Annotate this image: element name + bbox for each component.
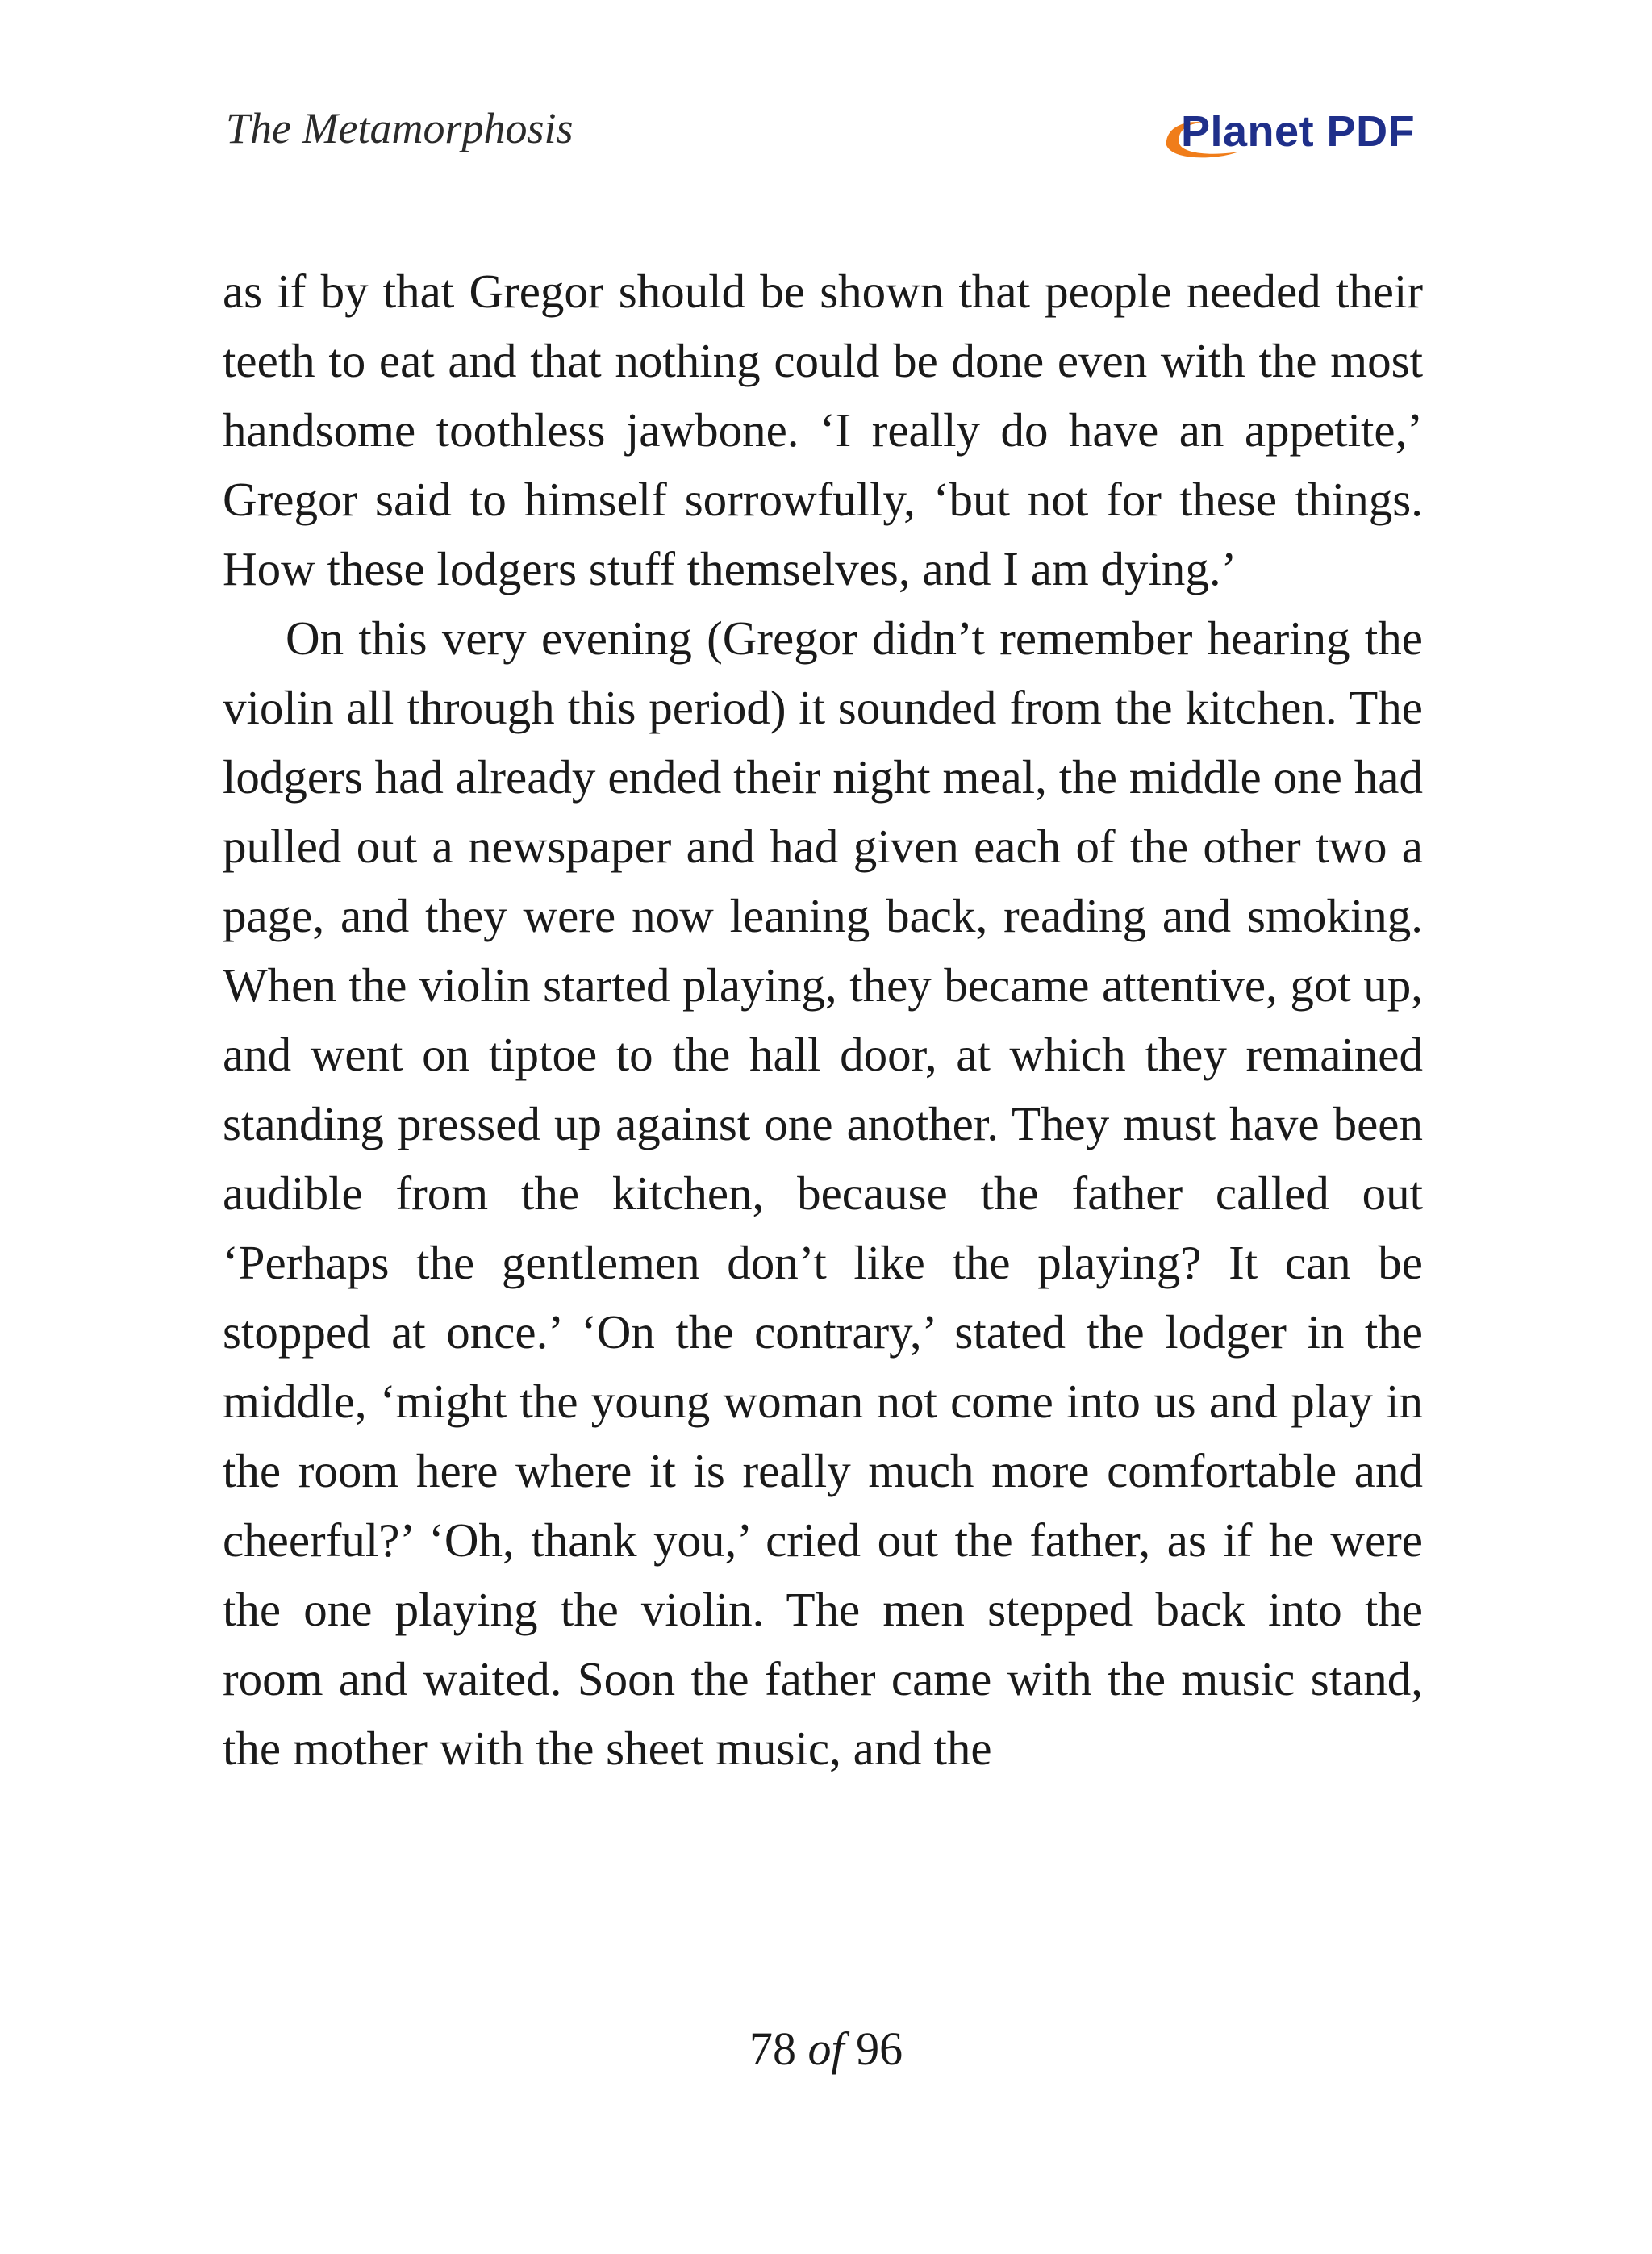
- paragraph: On this very evening (Gregor didn’t remember hearing the violin all through this period) it sounded from the kitchen. The lodgers had already ended their night meal, the middle one had pulled out a newspaper and had given each of the other two a page, and they were now leaning back, reading and smoking. When the violin started playing, they became attentive, got up, and went on tiptoe to the hall door, at which they remained standing pressed up against one another. They must have been audible from the kitchen, because the father called out ‘Perhaps the gentlemen don’t like the playing? It can be stopped at once.’ ‘On the contrary,’ stated the lodger in the middle, ‘might the young woman not come into us and play in the room here where it is really much more comfortable and cheerful?’ ‘Oh, thank you,’ cried out the father, as if he were the one playing the violin. The men stepped back into the room and waited. Soon the father came with the music stand, the mother with the sheet music, and the: [223, 612, 1423, 1775]
- page-of-label: of: [807, 2022, 845, 2075]
- planet-pdf-logo[interactable]: [1162, 95, 1420, 168]
- running-title: The Metamorphosis: [226, 104, 574, 152]
- body-text: [223, 257, 1423, 1783]
- logo-text: Planet PDF: [1181, 107, 1416, 156]
- page-total: 96: [856, 2022, 903, 2075]
- page-current: 78: [749, 2022, 796, 2075]
- paragraph: as if by that Gregor should be shown that people needed their teeth to eat and that nothing could be done even with the most handsome toothless jawbone. ‘I really do have an appetite,’ Gregor said to himself sorrowfully, ‘but not for these things. How these lodgers stuff themselves, and I am dying.’: [223, 265, 1423, 595]
- page-number: [0, 2022, 1652, 2076]
